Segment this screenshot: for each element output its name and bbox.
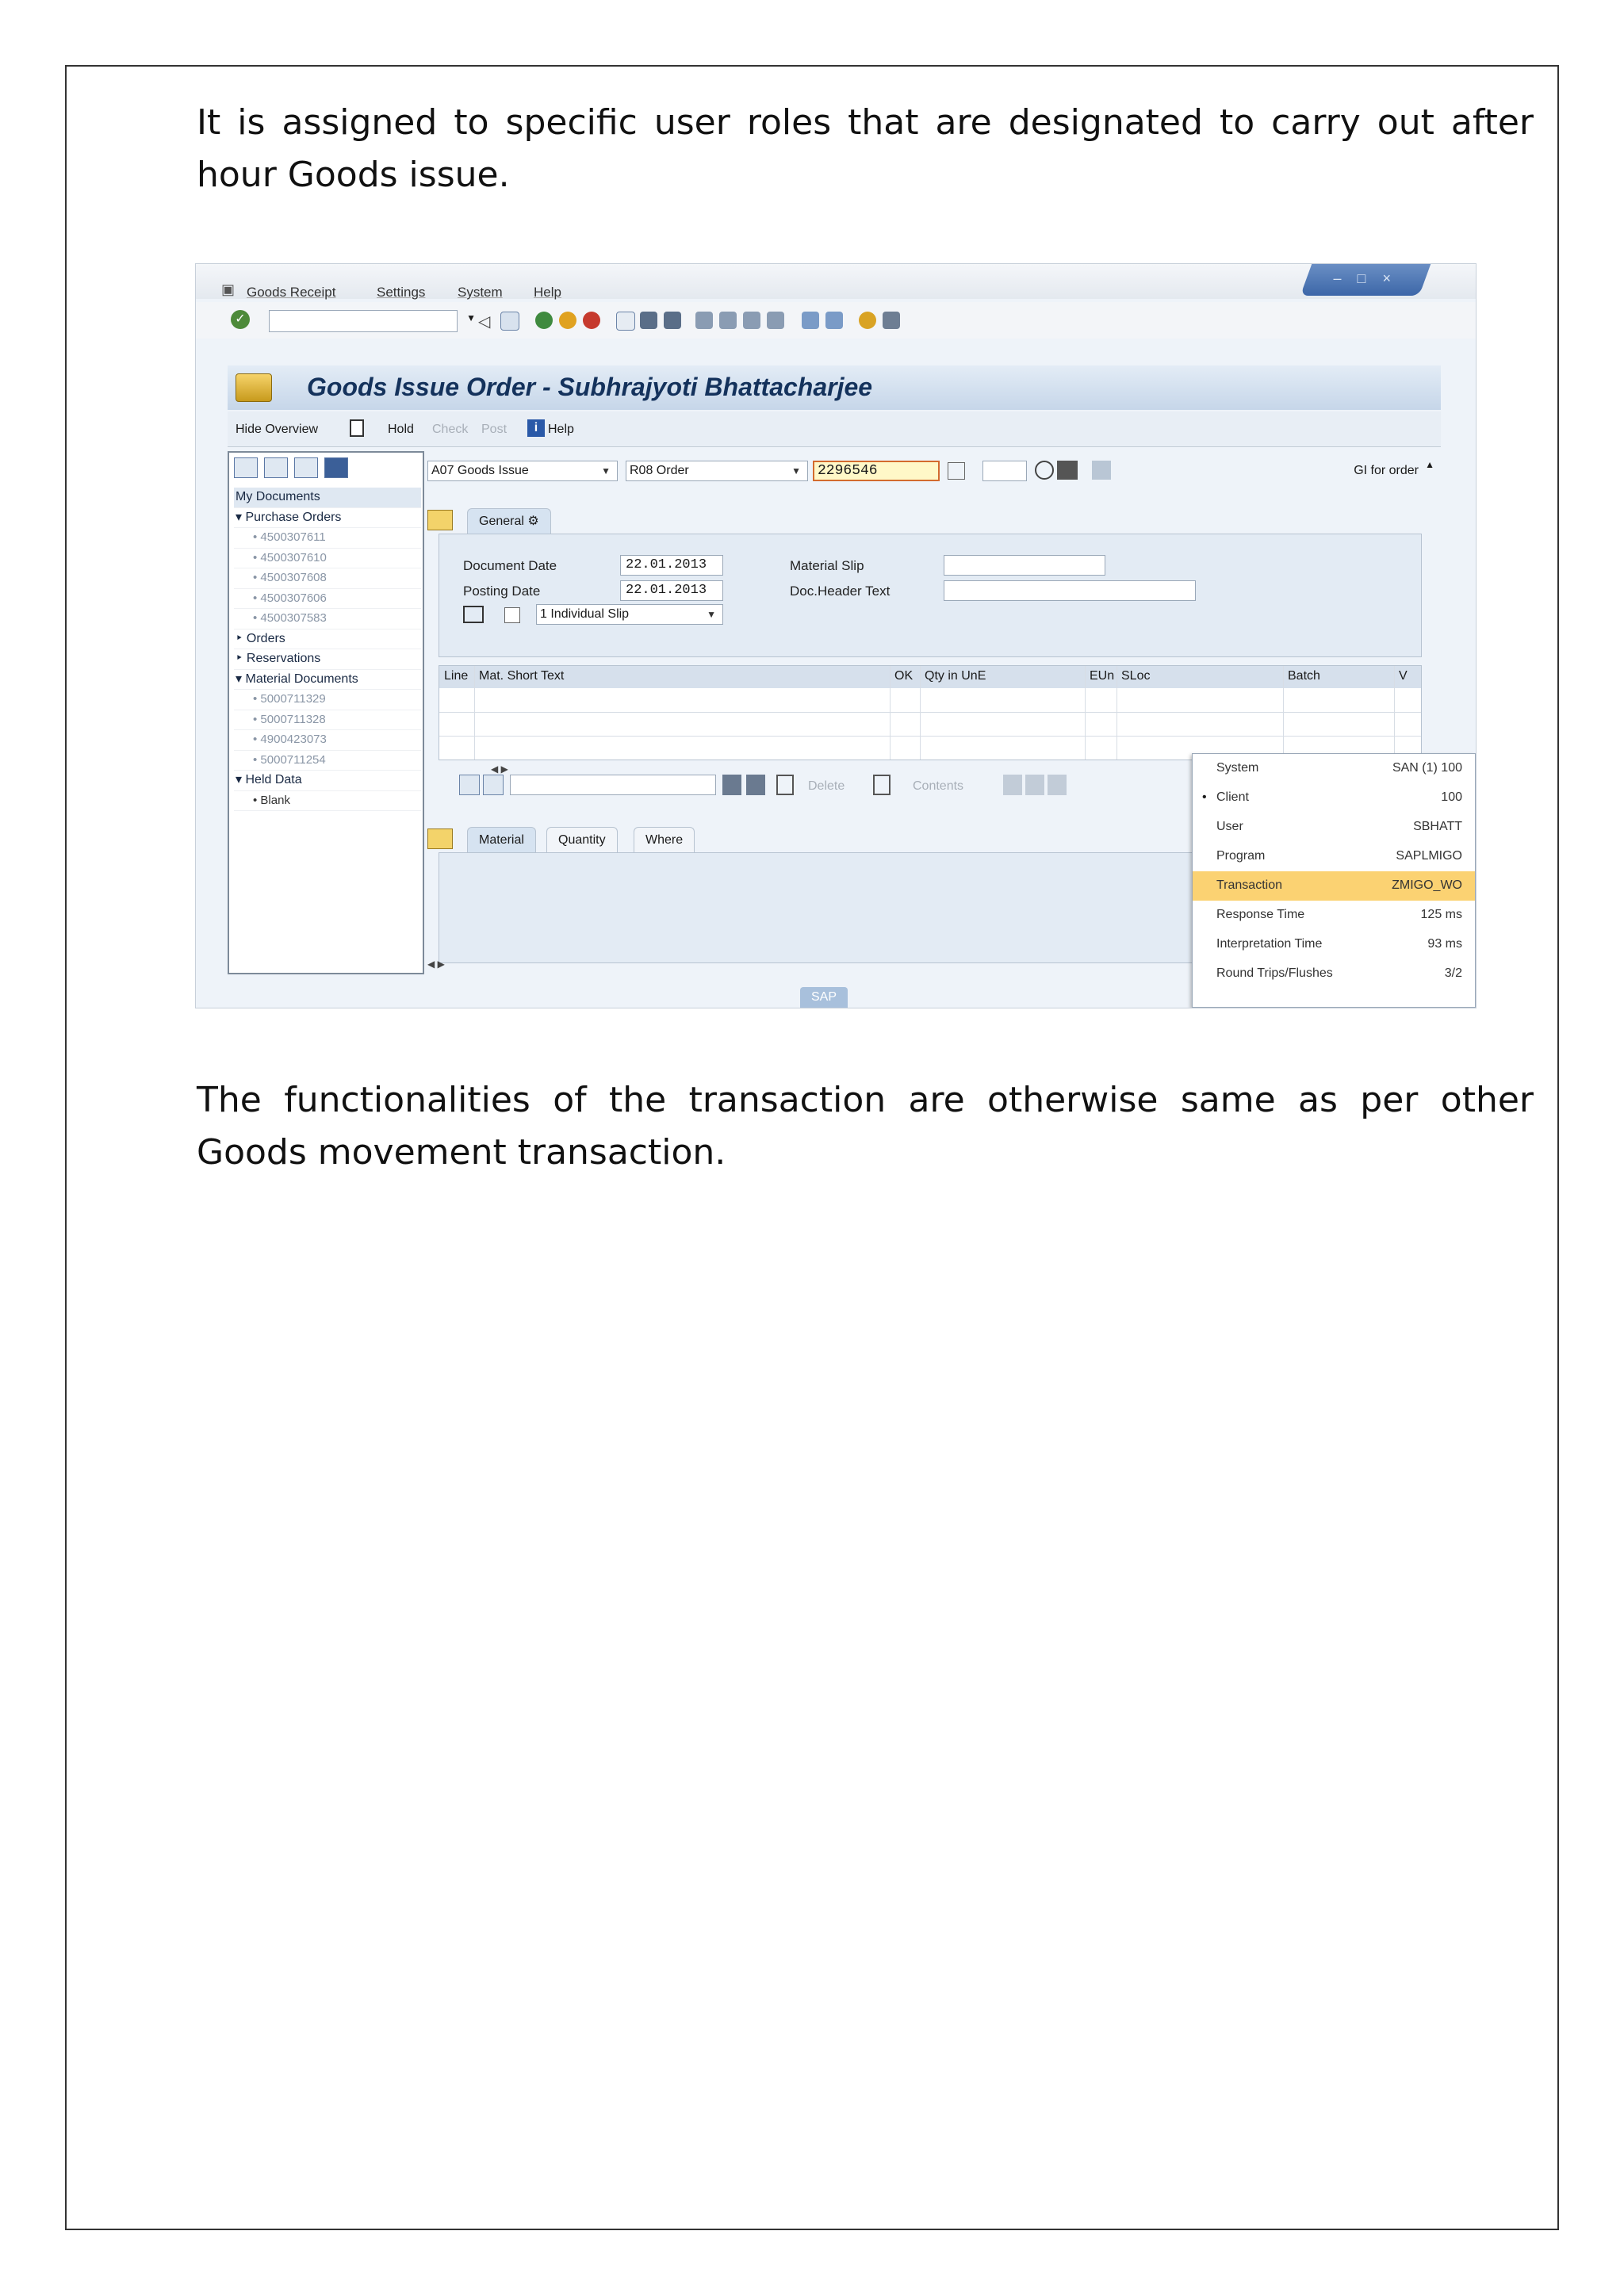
grid-col-line xyxy=(1394,666,1395,760)
header-toggle-icon[interactable] xyxy=(427,510,453,530)
next-page-icon[interactable] xyxy=(743,312,760,329)
order-number-input[interactable]: 2296546 xyxy=(813,461,940,481)
find-next-icon[interactable] xyxy=(746,775,765,795)
col-v[interactable]: V xyxy=(1399,669,1408,683)
selected-bullet-icon: • xyxy=(1202,790,1207,804)
menu-goods-receipt[interactable]: Goods Receipt xyxy=(247,285,336,300)
application-toolbar xyxy=(228,411,1441,447)
grid-settings-icon[interactable] xyxy=(1092,461,1111,480)
paragraph-intro: It is assigned to specific user roles that are designated to carry out after hour Goods issue. xyxy=(197,102,1534,195)
posting-date-label: Posting Date xyxy=(463,584,541,599)
close-icon[interactable]: × xyxy=(1382,270,1392,286)
doc-header-text-label: Doc.Header Text xyxy=(790,584,891,599)
status-row-response-time[interactable]: Response Time 125 ms xyxy=(1216,908,1462,921)
tree-held-item[interactable]: • Blank xyxy=(234,791,421,812)
tree-md-item[interactable]: • 5000711328 xyxy=(234,710,421,731)
hold-button[interactable]: Hold xyxy=(388,423,414,436)
paste-icon[interactable] xyxy=(1048,775,1067,795)
material-slip-input[interactable] xyxy=(944,555,1105,576)
contents-button[interactable]: Contents xyxy=(913,779,964,793)
window-controls xyxy=(1300,264,1431,296)
new-document-icon[interactable] xyxy=(350,419,364,437)
status-row-program[interactable]: Program SAPLMIGO xyxy=(1216,849,1462,863)
close-pane-icon[interactable] xyxy=(324,457,348,478)
tab-quantity[interactable]: Quantity xyxy=(546,827,618,852)
grid-col-line xyxy=(1283,666,1284,760)
contents-icon[interactable] xyxy=(873,775,891,795)
tree-held-data[interactable]: ▾ Held Data xyxy=(234,771,421,791)
grid-row-line xyxy=(439,712,1421,713)
layout-icon[interactable] xyxy=(883,312,900,329)
title-bar xyxy=(228,365,1441,410)
exit-icon[interactable] xyxy=(559,312,576,329)
search-help-icon[interactable] xyxy=(948,462,965,480)
help-icon[interactable] xyxy=(859,312,876,329)
item-field[interactable] xyxy=(982,461,1027,481)
print-icon[interactable] xyxy=(616,312,635,331)
slip-select[interactable]: 1 Individual Slip ▼ xyxy=(536,604,723,625)
print-preview-icon[interactable] xyxy=(459,775,480,795)
col-sloc[interactable]: SLoc xyxy=(1121,669,1151,683)
new-session-icon[interactable] xyxy=(802,312,819,329)
header-panel xyxy=(439,534,1422,657)
tree-po-item[interactable]: • 4500307583 xyxy=(234,609,421,629)
sap-screenshot xyxy=(195,263,1477,1008)
panel-scroll-arrows-icon[interactable]: ◀ ▶ xyxy=(427,959,445,970)
menu-bar xyxy=(196,264,1476,299)
tree-md-item[interactable]: • 5000711329 xyxy=(234,690,421,710)
copy-icon[interactable] xyxy=(1025,775,1044,795)
document-date-label: Document Date xyxy=(463,558,557,573)
minimize-icon[interactable]: – xyxy=(1333,270,1342,286)
find-next-icon[interactable] xyxy=(664,312,681,329)
post-button[interactable]: Post xyxy=(481,423,508,436)
people-icon: ⚙ xyxy=(527,515,539,528)
status-row-interpretation-time[interactable]: Interpretation Time 93 ms xyxy=(1216,937,1462,951)
find-document-icon[interactable] xyxy=(1057,461,1078,480)
material-slip-label: Material Slip xyxy=(790,558,864,573)
grid-col-line xyxy=(890,666,891,760)
system-toolbar xyxy=(196,302,1476,339)
delete-icon[interactable] xyxy=(294,457,318,478)
status-popup xyxy=(1192,753,1476,1008)
tab-general[interactable]: General ⚙ xyxy=(467,508,551,534)
status-row-system[interactable]: System SAN (1) 100 xyxy=(1216,761,1462,775)
doc-header-text-input[interactable] xyxy=(944,580,1196,601)
first-page-icon[interactable] xyxy=(695,312,713,329)
command-field[interactable]: ▼ xyxy=(269,310,458,332)
hide-overview-button[interactable]: Hide Overview xyxy=(236,423,319,436)
check-button[interactable]: Check xyxy=(432,423,469,436)
col-mat-short-text[interactable]: Mat. Short Text xyxy=(479,669,565,683)
tree-my-documents[interactable]: My Documents xyxy=(234,488,421,508)
back-arrow-icon[interactable]: ◁ xyxy=(478,313,491,331)
page-title: Goods Issue Order - Subhrajyoti Bhattacharjee xyxy=(307,373,873,401)
col-ok[interactable]: OK xyxy=(894,669,914,683)
cancel-icon[interactable] xyxy=(583,312,600,329)
cut-icon[interactable] xyxy=(1003,775,1022,795)
expand-icon[interactable] xyxy=(234,457,258,478)
delete-button[interactable]: Delete xyxy=(808,779,845,793)
grid-header xyxy=(439,666,1421,688)
collapse-icon[interactable] xyxy=(264,457,288,478)
gi-for-order-label: GI for order xyxy=(1354,464,1419,477)
status-row-user[interactable]: User SBHATT xyxy=(1216,820,1462,833)
menu-system[interactable]: System xyxy=(458,285,503,300)
tree-material-documents[interactable]: ▾ Material Documents xyxy=(234,670,421,691)
tree-po-item[interactable]: • 4500307608 xyxy=(234,568,421,589)
execute-icon[interactable] xyxy=(1035,461,1054,480)
grid-scroll-arrows-icon[interactable]: ◀ ▶ xyxy=(491,763,508,775)
scroll-up-icon[interactable]: ▲ xyxy=(1425,459,1434,470)
document-date-input[interactable]: 22.01.2013 xyxy=(620,555,723,576)
menu-icon[interactable]: ▣ xyxy=(221,281,236,297)
find-icon[interactable] xyxy=(722,775,741,795)
col-batch[interactable]: Batch xyxy=(1288,669,1320,683)
print-checkbox[interactable] xyxy=(504,607,520,623)
tree-purchase-orders[interactable]: ▾ Purchase Orders xyxy=(234,508,421,529)
sap-logo: SAP xyxy=(800,987,848,1008)
trash-icon[interactable] xyxy=(776,775,794,795)
info-icon[interactable]: i xyxy=(527,419,545,437)
reference-select[interactable]: R08 Order ▼ xyxy=(626,461,808,481)
shortcut-icon[interactable] xyxy=(825,312,843,329)
status-row-client[interactable]: • Client 100 xyxy=(1202,790,1462,804)
grid-search-input[interactable] xyxy=(510,775,716,795)
tab-where[interactable]: Where xyxy=(634,827,695,852)
status-row-transaction[interactable]: Transaction ZMIGO_WO xyxy=(1193,871,1475,901)
grid-col-line xyxy=(920,666,921,760)
tab-material[interactable]: Material xyxy=(467,827,536,852)
tree-po-item[interactable]: • 4500307606 xyxy=(234,589,421,610)
grid-col-line xyxy=(1116,666,1117,760)
save-icon[interactable] xyxy=(500,312,519,331)
item-grid xyxy=(439,665,1422,760)
tree-orders[interactable]: ‣ Orders xyxy=(234,629,421,650)
posting-date-input[interactable]: 22.01.2013 xyxy=(620,580,723,601)
last-page-icon[interactable] xyxy=(767,312,784,329)
back-icon[interactable] xyxy=(535,312,553,329)
previous-page-icon[interactable] xyxy=(719,312,737,329)
paragraph-functionalities: The functionalities of the transaction are otherwise same as per other Goods movement transaction. xyxy=(197,1080,1534,1173)
maximize-icon[interactable]: □ xyxy=(1357,270,1366,286)
tree-po-item[interactable]: • 4500307610 xyxy=(234,549,421,569)
printer-icon[interactable] xyxy=(463,606,484,623)
tree-toolbar xyxy=(234,457,354,481)
tree-md-item[interactable]: • 4900423073 xyxy=(234,730,421,751)
detail-toggle-icon[interactable] xyxy=(427,828,453,849)
tree-reservations[interactable]: ‣ Reservations xyxy=(234,649,421,670)
action-select[interactable]: A07 Goods Issue ▼ xyxy=(427,461,618,481)
status-row-round-trips[interactable]: Round Trips/Flushes 3/2 xyxy=(1216,966,1462,980)
tree-md-item[interactable]: • 5000711254 xyxy=(234,751,421,771)
grid-col-line xyxy=(1085,666,1086,760)
grid-col-line xyxy=(474,666,475,760)
menu-settings[interactable]: Settings xyxy=(377,285,426,300)
overview-tree-pane xyxy=(228,451,424,974)
enter-icon[interactable]: ✓ xyxy=(231,310,250,329)
help-button[interactable]: Help xyxy=(548,423,574,436)
col-qty-in-une[interactable]: Qty in UnE xyxy=(925,669,986,683)
col-eun[interactable]: EUn xyxy=(1090,669,1115,683)
filter-icon[interactable] xyxy=(483,775,504,795)
grid-row-line xyxy=(439,736,1421,737)
col-line[interactable]: Line xyxy=(444,669,469,683)
menu-help[interactable]: Help xyxy=(534,285,561,300)
transaction-icon xyxy=(236,373,272,402)
find-icon[interactable] xyxy=(640,312,657,329)
document-tree xyxy=(234,488,421,811)
tree-po-item[interactable]: • 4500307611 xyxy=(234,528,421,549)
